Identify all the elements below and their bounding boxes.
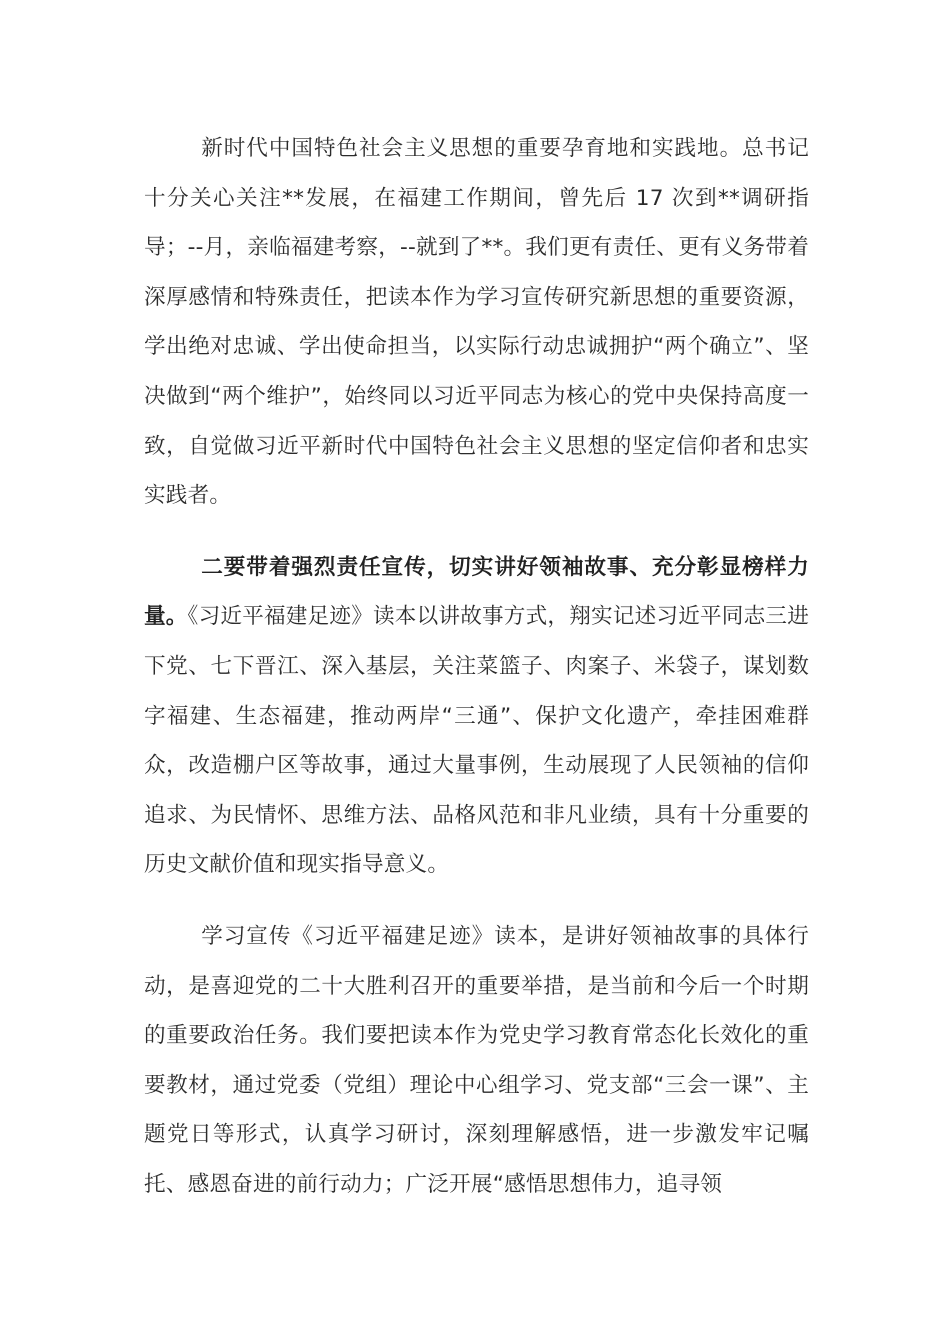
paragraph-3-body: 学习宣传《习近平福建足迹》读本，是讲好领袖故事的具体行动，是喜迎党的二十大胜利召开的重要举措，是当前和今后一个时期的重要政治任务。我们要把读本作为党史学习教育常态化长效化的重要教材，通过党委（党组）理论中心组学习、党支部“三会一课”、主题党日等形式，认真学习研讨，深刻理解感悟，进一步激发牢记嘱托、感恩奋进的前行动力；广泛开展“感悟思想伟力，追寻领: [144, 923, 809, 1197]
paragraph-1: [144, 124, 809, 521]
paragraph-1-body: 新时代中国特色社会主义思想的重要孕育地和实践地。总书记十分关心关注**发展，在福建工作期间，曾先后 17 次到**调研指导；--月，亲临福建考察，--就到了**。我们更有责任、更有义务带着深厚感情和特殊责任，把读本作为学习宣传研究新思想的重要资源，学出绝对忠诚、学出使命担当，以实际行动忠诚拥护“两个确立”、坚决做到“两个维护”，始终同以习近平同志为核心的党中央保持高度一致，自觉做习近平新时代中国特色社会主义思想的坚定信仰者和忠实实践者。: [144, 136, 809, 509]
paragraph-2-heading: 二要带着强烈责任宣传，切实讲好领袖故事、充分彰显榜样力量。: [144, 554, 809, 630]
paragraph-3: [144, 912, 809, 1210]
paragraph-2: [144, 543, 809, 890]
paragraph-2-body: 《习近平福建足迹》读本以讲故事方式，翔实记述习近平同志三进下党、七下晋江、深入基层，关注菜篮子、肉案子、米袋子，谋划数字福建、生态福建，推动两岸“三通”、保护文化遗产，牵挂困难群众，改造棚户区等故事，通过大量事例，生动展现了人民领袖的信仰追求、为民情怀、思维方法、品格风范和非凡业绩，具有十分重要的历史文献价值和现实指导意义。: [144, 604, 809, 878]
